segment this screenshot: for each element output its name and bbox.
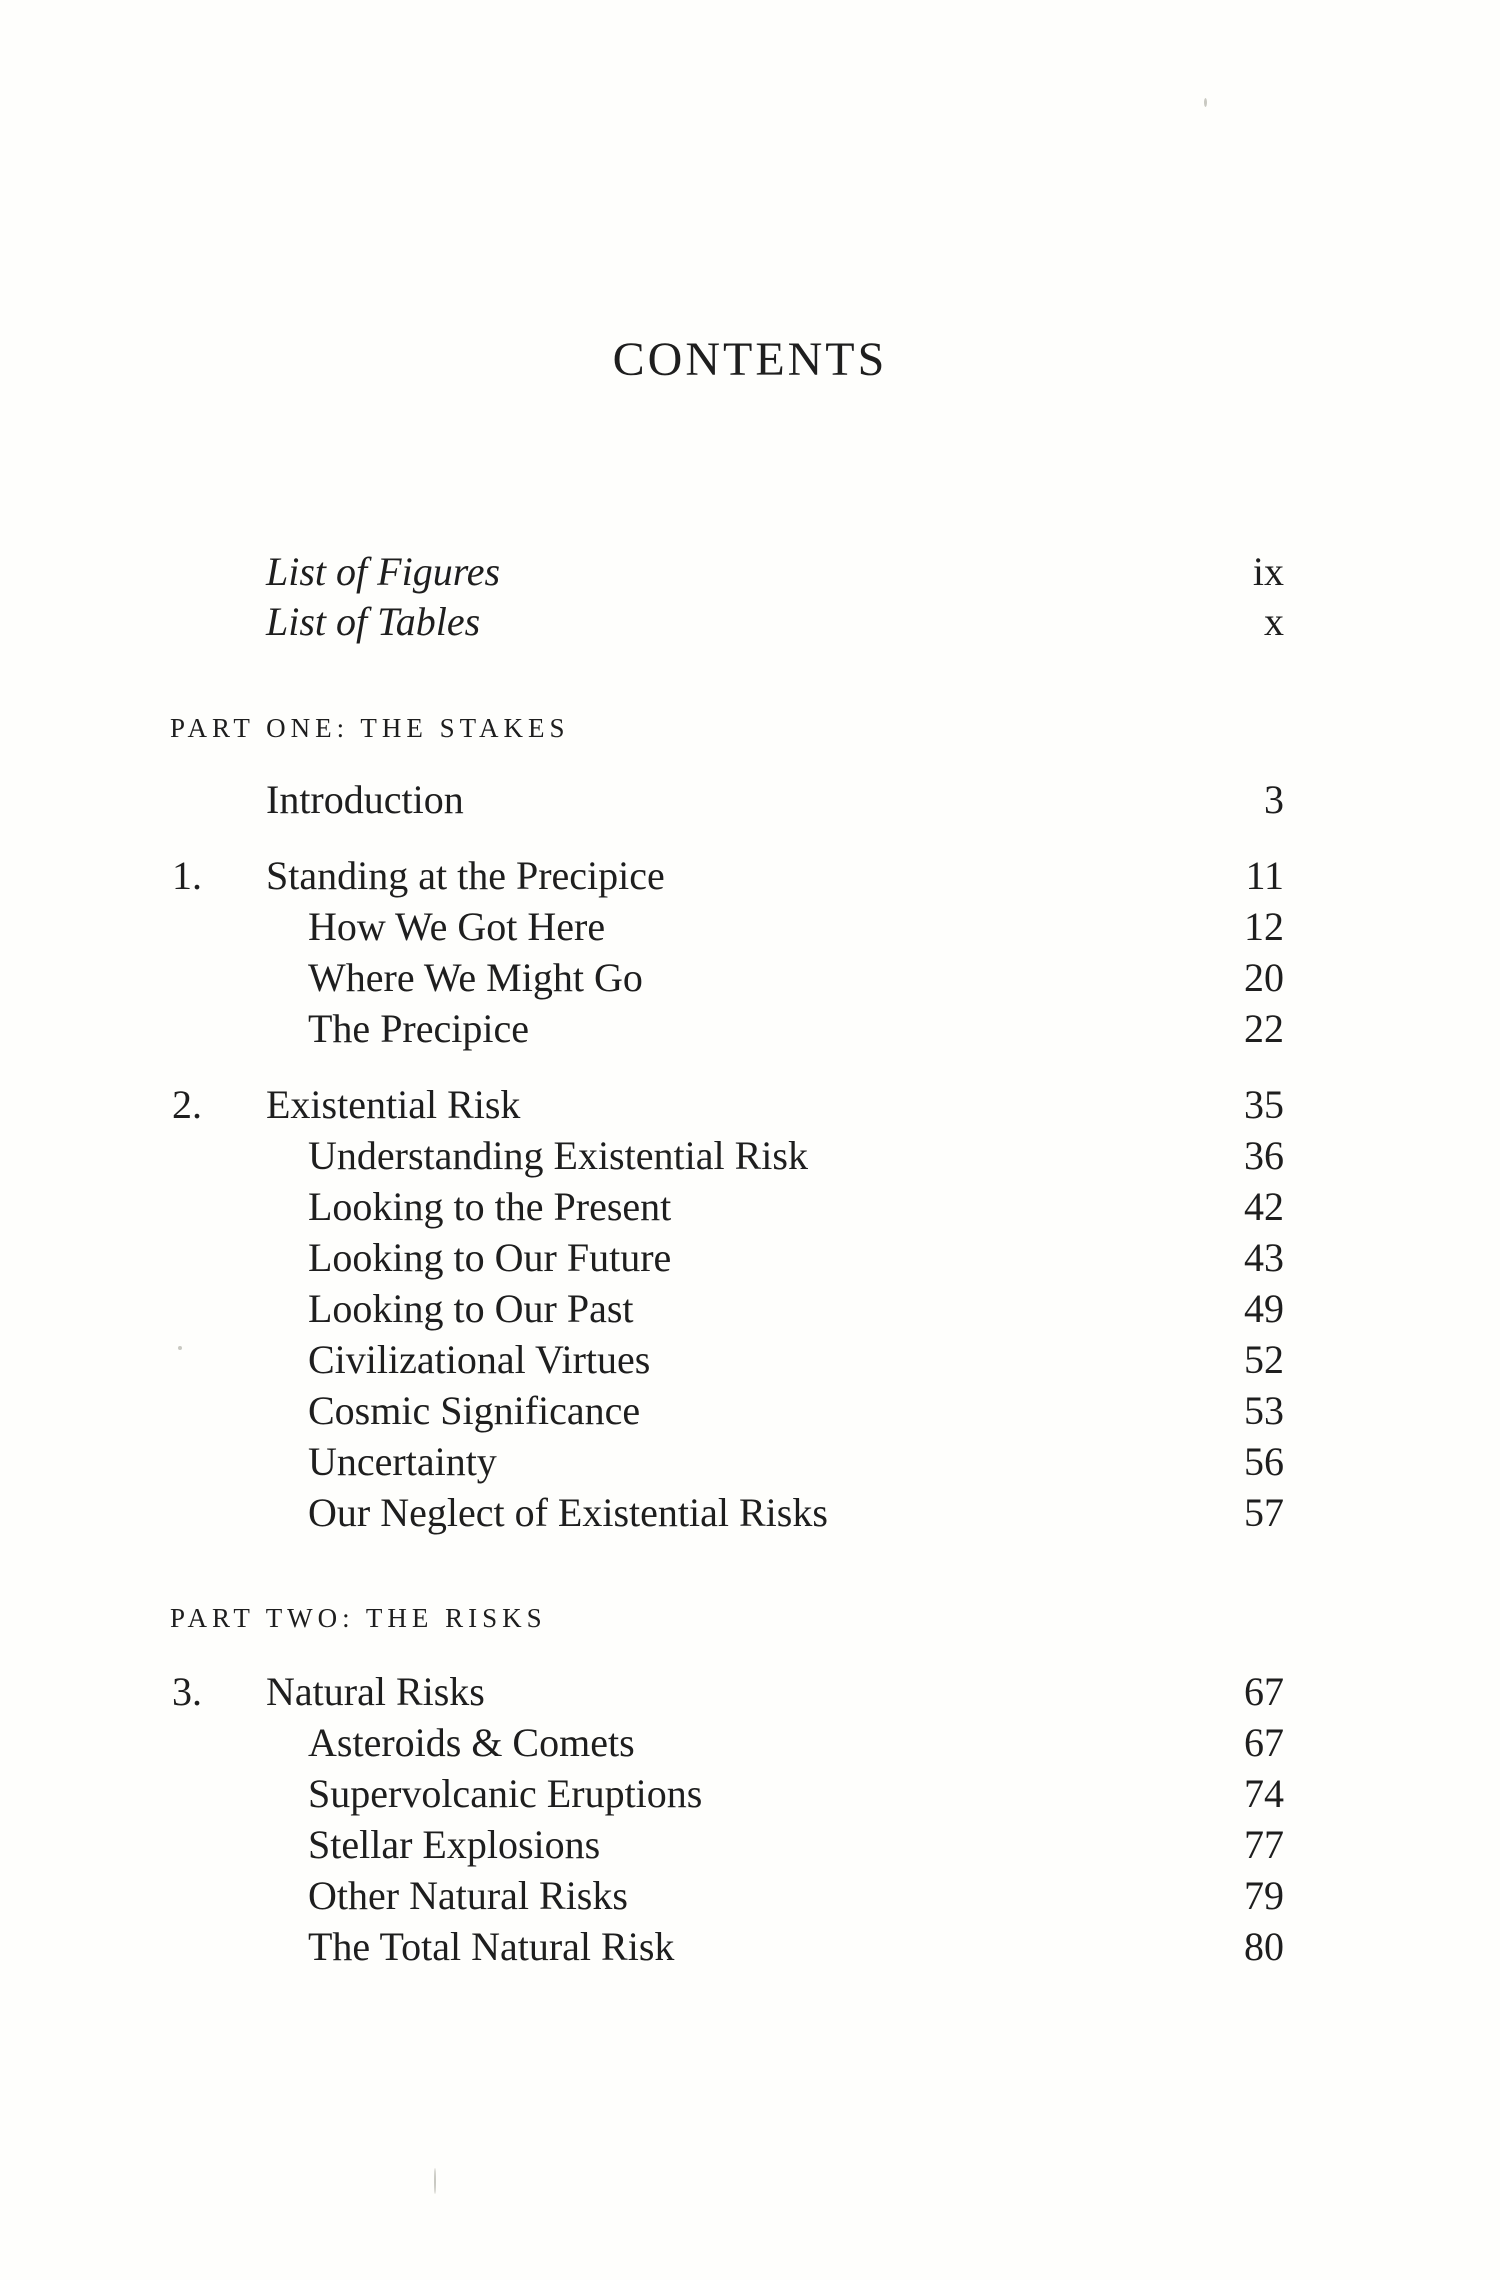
toc-chapter-title[interactable]: Standing at the Precipice xyxy=(266,853,665,898)
toc-page-number: 79 xyxy=(1244,1873,1284,1918)
toc-section[interactable]: Looking to the Present xyxy=(308,1184,672,1229)
toc-page-number: 49 xyxy=(1244,1286,1284,1331)
toc-page-number: 20 xyxy=(1244,955,1284,1000)
toc-page-number: 56 xyxy=(1244,1439,1284,1484)
toc-section[interactable]: Other Natural Risks xyxy=(308,1873,628,1918)
toc-entry-list-of-figures[interactable]: List of Figures xyxy=(266,549,501,594)
part-heading-one: PART ONE: THE STAKES xyxy=(170,713,570,743)
toc-page-number: 11 xyxy=(1245,853,1284,898)
toc-section[interactable]: Civilizational Virtues xyxy=(308,1337,651,1382)
toc-page-number: 52 xyxy=(1244,1337,1284,1382)
toc-page-number: 3 xyxy=(1264,777,1284,822)
toc-section[interactable]: Where We Might Go xyxy=(308,955,643,1000)
toc-page-number: 12 xyxy=(1244,904,1284,949)
chapter-number: 1. xyxy=(172,853,202,898)
toc-section[interactable]: Looking to Our Past xyxy=(308,1286,634,1331)
toc-chapter-title[interactable]: Natural Risks xyxy=(266,1669,485,1714)
toc-page-number: 67 xyxy=(1244,1720,1284,1765)
toc-section[interactable]: The Precipice xyxy=(308,1006,529,1051)
page-title: CONTENTS xyxy=(612,333,888,386)
toc-section[interactable]: Cosmic Significance xyxy=(308,1388,641,1433)
toc-page-number: 57 xyxy=(1244,1490,1284,1535)
chapter-number: 3. xyxy=(172,1669,202,1714)
toc-page-number: 67 xyxy=(1244,1669,1284,1714)
scan-speck xyxy=(1204,98,1207,107)
toc-page-number: 22 xyxy=(1244,1006,1284,1051)
toc-page-number: 77 xyxy=(1244,1822,1284,1867)
toc-section[interactable]: Uncertainty xyxy=(308,1439,497,1484)
chapter-number: 2. xyxy=(172,1082,202,1127)
toc-page-number: 53 xyxy=(1244,1388,1284,1433)
toc-page-number: 80 xyxy=(1244,1924,1284,1969)
toc-entry-introduction[interactable]: Introduction xyxy=(266,777,464,822)
part-heading-two: PART TWO: THE RISKS xyxy=(170,1603,547,1633)
scan-speck xyxy=(178,1346,182,1350)
toc-page-number: 42 xyxy=(1244,1184,1284,1229)
toc-section[interactable]: How We Got Here xyxy=(308,904,606,949)
toc-section[interactable]: The Total Natural Risk xyxy=(308,1924,675,1969)
toc-entry-list-of-tables[interactable]: List of Tables xyxy=(266,599,481,644)
toc-section[interactable]: Stellar Explosions xyxy=(308,1822,601,1867)
toc-section[interactable]: Our Neglect of Existential Risks xyxy=(308,1490,828,1535)
toc-section[interactable]: Understanding Existential Risk xyxy=(308,1133,808,1178)
scan-speck xyxy=(434,2168,436,2194)
toc-chapter-title[interactable]: Existential Risk xyxy=(266,1082,521,1127)
toc-page-number: 36 xyxy=(1244,1133,1284,1178)
toc-page-number: 43 xyxy=(1244,1235,1284,1280)
toc-section[interactable]: Supervolcanic Eruptions xyxy=(308,1771,703,1816)
toc-page-number: 74 xyxy=(1244,1771,1284,1816)
toc-section[interactable]: Looking to Our Future xyxy=(308,1235,672,1280)
toc-section[interactable]: Asteroids & Comets xyxy=(308,1720,635,1765)
toc-page-number: ix xyxy=(1252,549,1284,594)
toc-page-number: 35 xyxy=(1244,1082,1284,1127)
toc-page-number: x xyxy=(1264,599,1284,644)
